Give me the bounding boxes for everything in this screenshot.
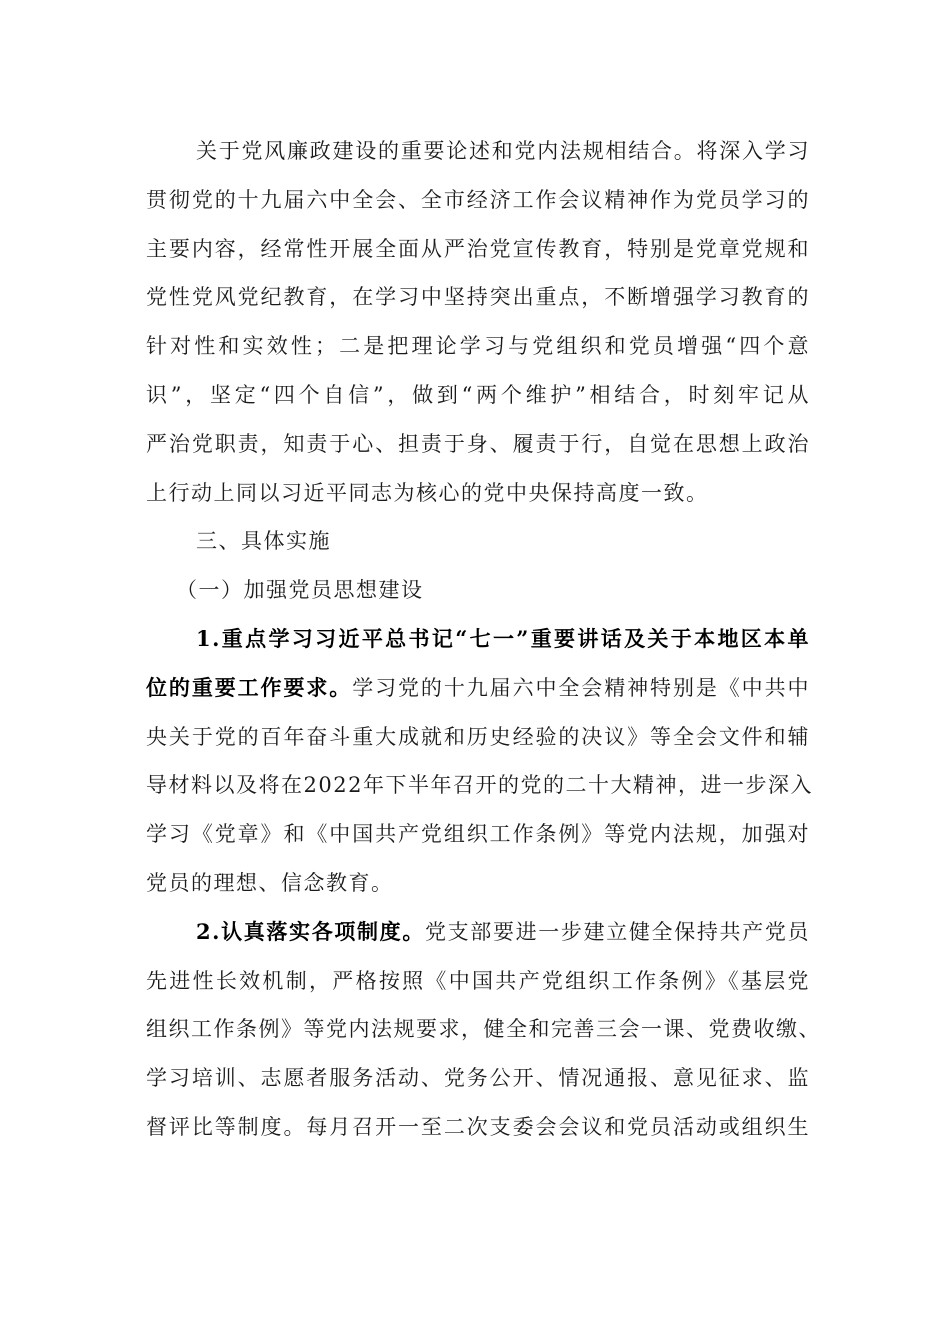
item-1-line-5: 学习《党章》和《中国共产党组织工作条例》等党内法规，加强对 (146, 822, 810, 847)
paragraph-1-line-5: 针对性和实效性；二是把理论学习与党组织和党员增强“四个意 (146, 334, 810, 359)
paragraph-1-line-4: 党性党风党纪教育，在学习中坚持突出重点，不断增强学习教育的 (146, 285, 810, 310)
subsection-heading: （一）加强党员思想建设 (176, 578, 424, 603)
item-2-bold-title: 2.认真落实各项制度。 (196, 918, 425, 944)
item-1-line-2 (146, 664, 810, 713)
document-body (146, 127, 821, 1152)
paragraph-1-line-2: 贯彻党的十九届六中全会、全市经济工作会议精神作为党员学习的 (146, 187, 810, 212)
item-1-line-6: 党员的理想、信念教育。 (146, 870, 394, 895)
paragraph-1-line-8: 上行动上同以习近平同志为核心的党中央保持高度一致。 (146, 480, 709, 505)
item-2-line-2: 先进性长效机制，严格按照《中国共产党组织工作条例》《基层党 (146, 968, 810, 993)
paragraph-1-line-3: 主要内容，经常性开展全面从严治党宣传教育，特别是党章党规和 (146, 236, 810, 261)
paragraph-1-line-7: 严治党职责，知责于心、担责于身、履责于行，自觉在思想上政治 (146, 431, 810, 456)
item-2-line-4: 学习培训、志愿者服务活动、党务公开、情况通报、意见征求、监 (146, 1066, 810, 1091)
item-1-line-3: 央关于党的百年奋斗重大成就和历史经验的决议》等全会文件和辅 (146, 724, 810, 749)
item-1-bold-line-1: 1.重点学习习近平总书记“七一”重要讲话及关于本地区本单 (196, 625, 810, 651)
item-1-bold-title-end: 位的重要工作要求。 (146, 674, 353, 700)
item-2-line-1 (146, 908, 810, 957)
item-2-line-5: 督评比等制度。每月召开一至二次支委会会议和党员活动或组织生 (146, 1114, 810, 1139)
item-2-line-3: 组织工作条例》等党内法规要求，健全和完善三会一课、党费收缴、 (146, 1017, 821, 1042)
paragraph-1-line-6: 识”，坚定“四个自信”，做到“两个维护”相结合，时刻牢记从 (146, 382, 810, 407)
section-heading: 三、具体实施 (196, 529, 331, 554)
item-1-line-2-rest: 学习党的十九届六中全会精神特别是《中共中 (352, 675, 811, 700)
item-2-line-1-rest: 党支部要进一步建立健全保持共产党员 (425, 919, 810, 944)
item-1-line-4: 导材料以及将在2022年下半年召开的党的二十大精神，进一步深入 (146, 773, 813, 798)
paragraph-1-line-1: 关于党风廉政建设的重要论述和党内法规相结合。将深入学习 (196, 139, 810, 163)
